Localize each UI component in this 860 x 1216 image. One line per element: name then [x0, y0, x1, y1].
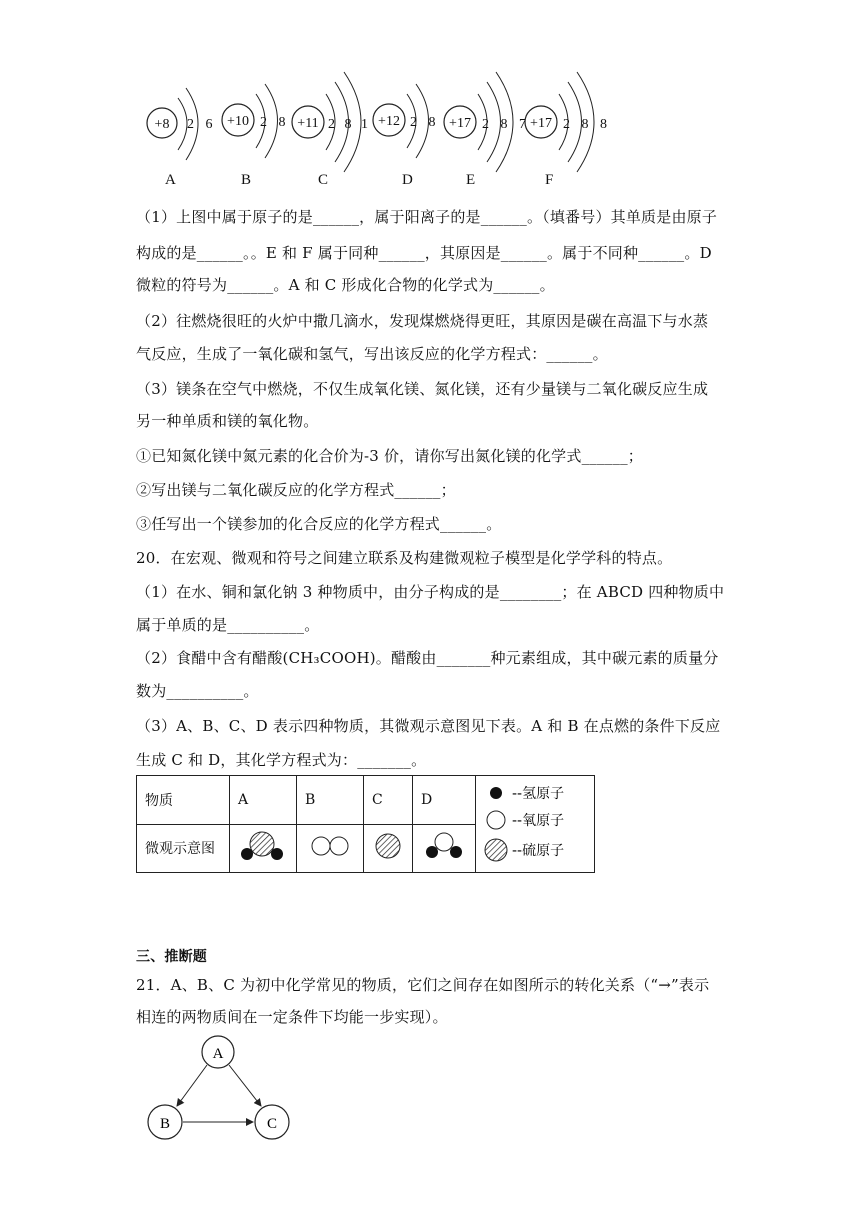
- legend-hydrogen: --氢原子: [512, 786, 565, 802]
- sulfur-molecule-icon: [372, 826, 404, 866]
- h2o-molecule-icon: [421, 826, 467, 866]
- atom-diagram-f: [525, 72, 611, 172]
- atom-diagram-e: [444, 72, 530, 172]
- atomic-structure-diagrams: [0, 60, 860, 260]
- o2-molecule-icon: [305, 826, 355, 866]
- atom-label-f: F: [545, 172, 554, 188]
- atom-diagram-a: [147, 88, 217, 160]
- arrow-a-to-b: [177, 1065, 207, 1106]
- row-head-substance: 物质: [137, 776, 230, 825]
- molecule-a-cell: [230, 824, 297, 873]
- shells-e: 2 8 7: [482, 117, 530, 132]
- node-b-label: B: [159, 1116, 171, 1132]
- q19-part2-line1: （2）往燃烧很旺的火炉中撒几滴水，发现煤燃烧得更旺，其原因是碳在高温下与水蒸: [136, 312, 709, 330]
- sulfur-atom-icon: [485, 839, 507, 861]
- q19-part3-line1: （3）镁条在空气中燃烧，不仅生成氧化镁、氮化镁，还有少量镁与二氧化碳反应生成: [136, 380, 709, 398]
- q19-part1-line3: 微粒的符号为______。A 和 C 形成化合物的化学式为______。: [136, 276, 555, 294]
- row-head-micro-diagram: 微观示意图: [137, 824, 230, 873]
- molecule-b-cell: [297, 824, 364, 873]
- col-c: C: [364, 776, 413, 825]
- legend-sulfur: --硫原子: [512, 843, 565, 859]
- q20-part3-line2: 生成 C 和 D，其化学方程式为：_______。: [136, 751, 427, 769]
- table-row: [137, 776, 595, 825]
- arrow-a-to-c: [229, 1065, 261, 1106]
- q19-part1-line2: 构成的是______。。E 和 F 属于同种______，其原因是______。属于不同种______。D: [136, 244, 712, 262]
- col-d: D: [413, 776, 476, 825]
- atom-label-a: A: [165, 172, 176, 188]
- q19-sub2: ②写出镁与二氧化碳反应的化学方程式______；: [136, 481, 456, 499]
- q19-part2-line2: 气反应，生成了一氧化碳和氢气，写出该反应的化学方程式：______。: [136, 345, 608, 363]
- atom-label-e: E: [466, 172, 476, 188]
- shells-b: 2 8: [260, 115, 290, 130]
- shells-a: 2 6: [187, 117, 217, 132]
- section-title: 三、推断题: [136, 949, 207, 965]
- q20-stem: 20．在宏观、微观和符号之间建立联系及构建微观粒子模型是化学学科的特点。: [136, 549, 673, 567]
- node-c-label: C: [266, 1116, 278, 1132]
- substance-table: [136, 775, 595, 873]
- molecule-c-cell: [364, 824, 413, 873]
- q20-part1-line2: 属于单质的是__________。: [136, 616, 320, 634]
- nucleus-f: +17: [530, 116, 552, 131]
- atom-label-b: B: [241, 172, 252, 188]
- node-a-label: A: [212, 1046, 224, 1062]
- atom-label-d: D: [402, 172, 413, 188]
- q20-part3-line1: （3）A、B、C、D 表示四种物质，其微观示意图见下表。A 和 B 在点燃的条件下反应: [136, 717, 721, 735]
- atom-legend: [480, 776, 590, 868]
- atom-label-c: C: [318, 172, 329, 188]
- atom-diagram-d: [373, 84, 440, 158]
- atom-diagram-c: [292, 72, 371, 172]
- atom-diagram-b: [222, 84, 290, 158]
- nucleus-e: +17: [449, 116, 471, 131]
- q21-line1: 21．A、B、C 为初中化学常见的物质，它们之间存在如图所示的转化关系（“→”表示: [136, 976, 710, 994]
- q20-part2-line1: （2）食醋中含有醋酸(CH₃COOH)。醋酸由_______种元素组成，其中碳元素的质量分: [136, 649, 719, 667]
- nucleus-a: +8: [154, 117, 170, 132]
- shells-f: 2 8 8: [563, 117, 611, 132]
- q19-sub3: ③任写出一个镁参加的化合反应的化学方程式______。: [136, 515, 502, 533]
- q19-part1-line1: （1）上图中属于原子的是______，属于阳离子的是______。（填番号）其单质是由原子: [136, 208, 718, 226]
- shells-d: 2 8: [410, 115, 440, 130]
- q21-line2: 相连的两物质间在一定条件下均能一步实现）。: [136, 1008, 448, 1026]
- col-a: A: [230, 776, 297, 825]
- nucleus-d: +12: [378, 114, 400, 129]
- q20-part2-line2: 数为__________。: [136, 682, 259, 700]
- oxygen-atom-icon: [487, 811, 505, 829]
- conversion-diagram: [140, 1034, 340, 1164]
- col-b: B: [297, 776, 364, 825]
- q20-part1-line1: （1）在水、铜和氯化钠 3 种物质中，由分子构成的是________；在 ABCD 四种物质中: [136, 583, 725, 601]
- molecule-d-cell: [413, 824, 476, 873]
- h2s-molecule-icon: [238, 826, 288, 866]
- hydrogen-atom-icon: [490, 787, 502, 799]
- q19-part3-line2: 另一种单质和镁的氧化物。: [136, 412, 319, 430]
- nucleus-b: +10: [227, 114, 249, 129]
- nucleus-c: +11: [297, 116, 319, 131]
- legend-cell: [476, 776, 595, 873]
- q19-sub1: ①已知氮化镁中氮元素的化合价为-3 价，请你写出氮化镁的化学式______；: [136, 447, 643, 465]
- legend-oxygen: --氧原子: [512, 813, 565, 829]
- shells-c: 2 8 1: [328, 117, 371, 132]
